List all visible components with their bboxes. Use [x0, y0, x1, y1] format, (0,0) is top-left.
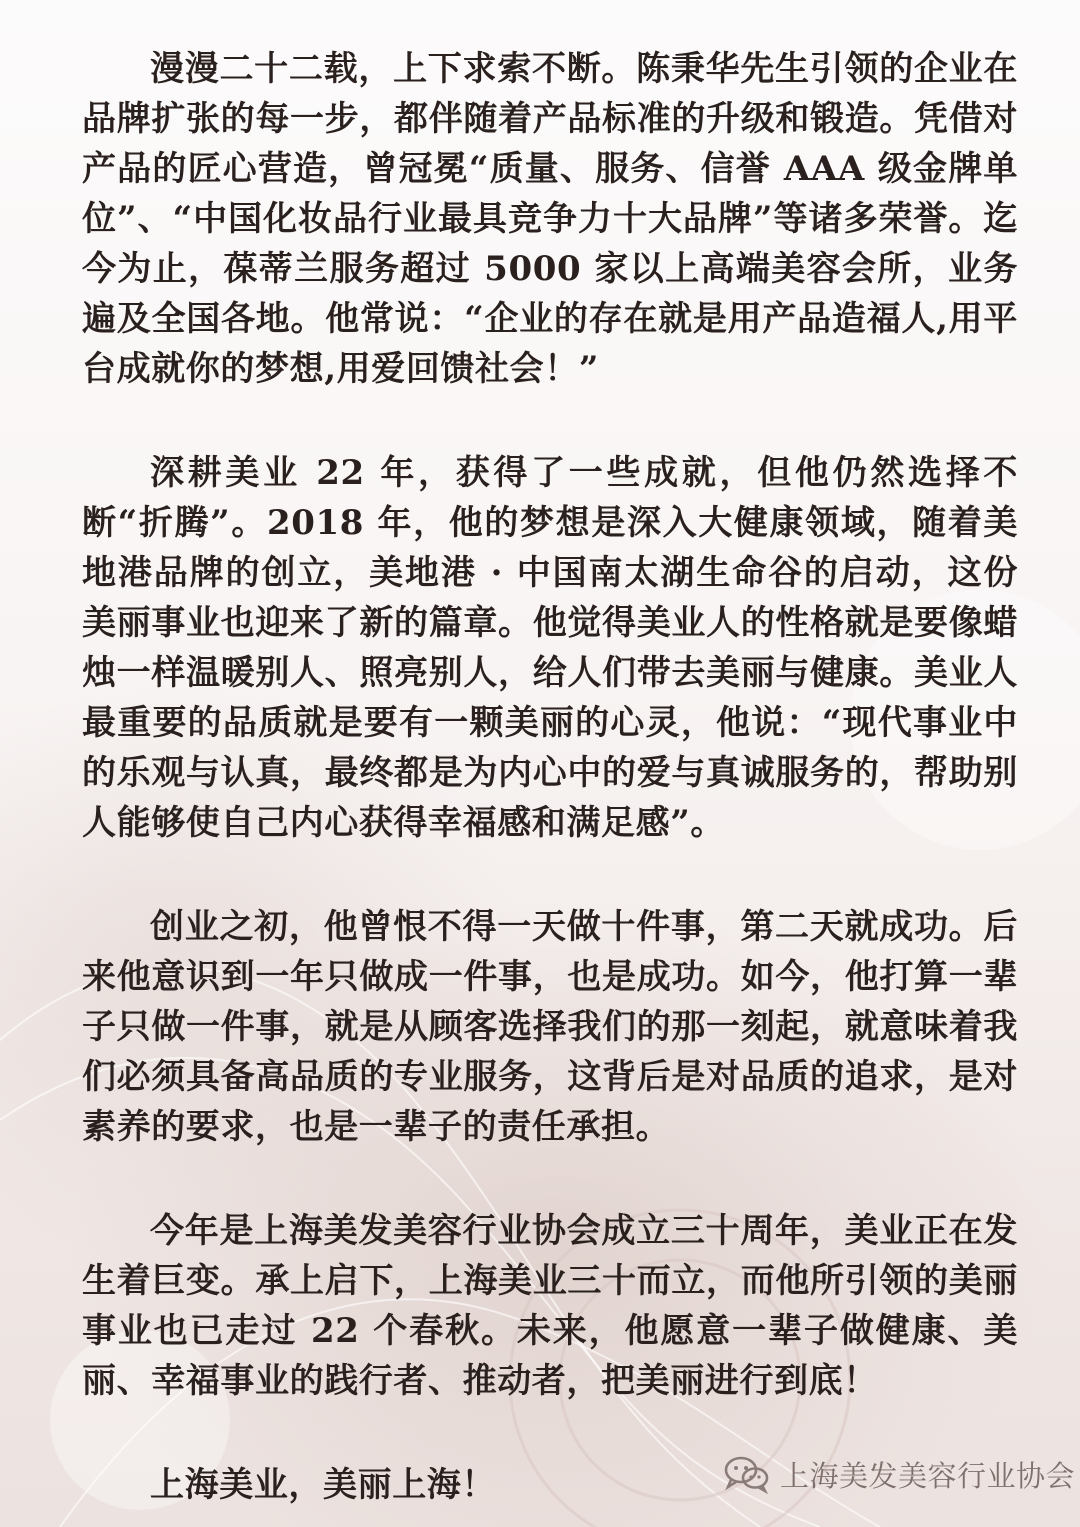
paragraph-2: 深耕美业 22 年，获得了一些成就，但他仍然选择不断“折腾”。2018 年，他的梦想是深入大健康领域，随着美地港品牌的创立，美地港 · 中国南太湖生命谷的启动，这份美丽事业也迎来了新的篇章。他觉得美业人的性格就是要像蜡烛一样温暖别人、照亮别人，给人们带去美丽与健康。美业人最重要的品质就是要有一颗美丽的心灵，他说：“现代事业中的乐观与认真，最终都是为内心中的爱与真诚服务的，帮助别人能够使自己内心获得幸福感和满足感”。	[82, 453, 1018, 843]
watermark-text: 上海美发美容行业协会	[780, 1458, 1076, 1493]
source-watermark	[722, 1450, 1075, 1498]
article-body	[82, 44, 1018, 1510]
paragraph-4: 今年是上海美发美容行业协会成立三十周年，美业正在发生着巨变。承上启下，上海美业三十而立，而他所引领的美丽事业也已走过 22 个春秋。未来，他愿意一辈子做健康、美丽、幸福事业的践行者、推动者，把美丽进行到底！	[82, 1211, 1018, 1401]
paragraph-3: 创业之初，他曾恨不得一天做十件事，第二天就成功。后来他意识到一年只做成一件事，也是成功。如今，他打算一辈子只做一件事，就是从顾客选择我们的那一刻起，就意味着我们必须具备高品质的专业服务，这背后是对品质的追求，是对素养的要求，也是一辈子的责任承担。	[82, 907, 1018, 1147]
closing-slogan: 上海美业，美丽上海！	[150, 1465, 496, 1505]
wechat-icon	[722, 1454, 772, 1494]
paragraph-1: 漫漫二十二载，上下求索不断。陈秉华先生引领的企业在品牌扩张的每一步，都伴随着产品标准的升级和锻造。凭借对产品的匠心营造，曾冠冕“质量、服务、信誉 AAA 级金牌单位”、“中国化妆品行业最具竞争力十大品牌”等诸多荣誉。迄今为止，葆蒂兰服务超过 5000 家以上高端美容会所，业务遍及全国各地。他常说：“企业的存在就是用产品造福人,用平台成就你的梦想,用爱回馈社会！”	[82, 49, 1018, 389]
